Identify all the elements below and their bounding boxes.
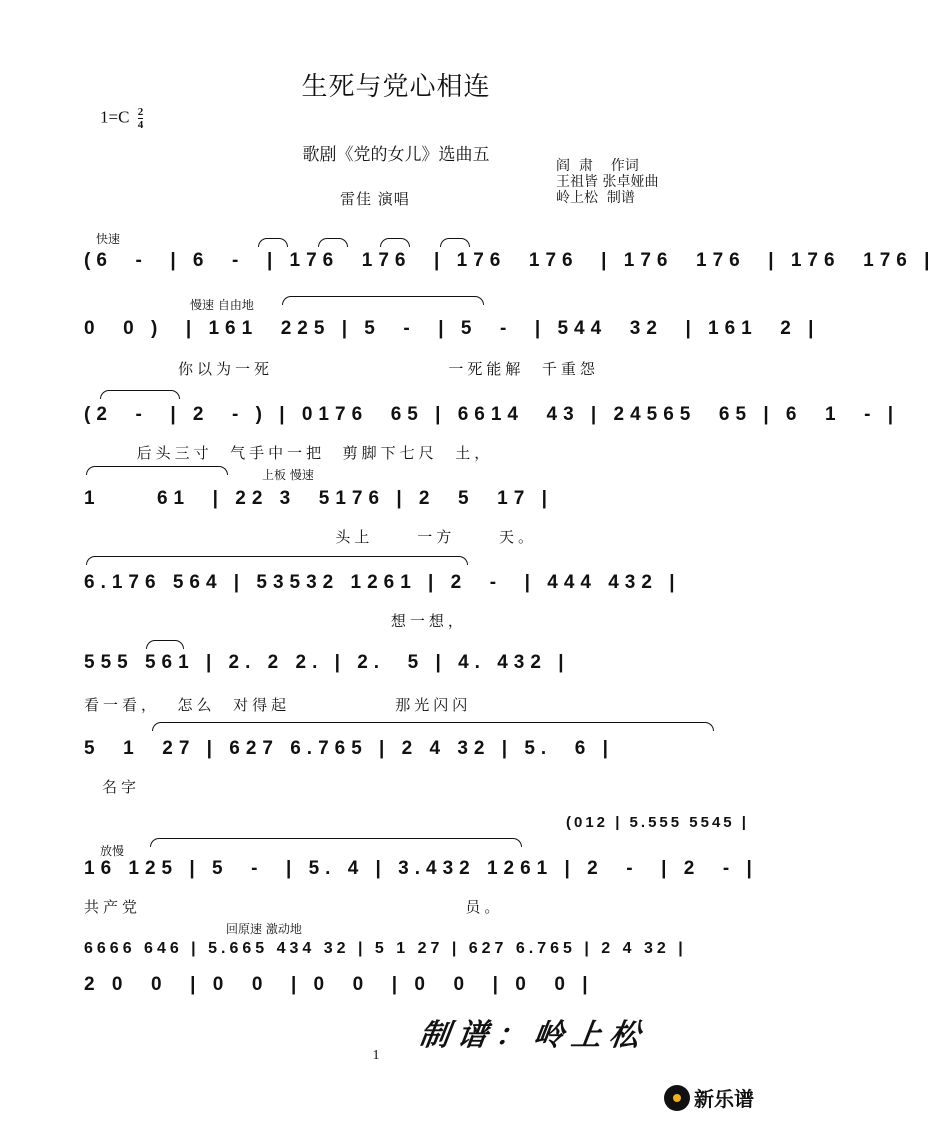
tie-slur [86,466,228,475]
lyric-row: 后头三寸 气手中一把 剪脚下七尺 土， [84,444,494,462]
time-denominator: 4 [137,119,144,131]
tempo-mark-fast: 快速 [96,232,121,246]
tie-slur [152,722,714,731]
notation-row: 0 0 ) | 161 225 | 5 - | 5 - | 544 32 | 161 2 | [84,318,820,339]
notation-row: 555 561 | 2. 2 2. | 2. 5 | 4. 432 | [84,652,570,673]
tie-slur [146,640,184,649]
tempo-mark-slowing: 放慢 [100,844,125,858]
lyric-row: 共产党 员。 [84,898,504,916]
credits [556,158,658,206]
lyric-row: 看一看， 怎么 对得起 那光闪闪 [84,696,472,714]
score-row-1 [84,250,935,272]
tie-slur [100,390,180,399]
song-title: 生死与党心相连 [301,72,491,102]
lyric-row: 想一想， [84,612,467,630]
credit-composer: 王祖皆 张卓娅曲 [556,174,659,190]
score-row-4 [84,488,716,547]
notation-row: (2 - | 2 - ) | 0176 65 | 6614 43 | 24565 65 | 6 1 - | [84,404,900,425]
subtitle: 歌剧《党的女儿》选曲五 [302,145,490,165]
score-row-11 [84,974,716,996]
notation-row: (6 - | 6 - | 176 176 | 176 176 | 176 176 | 176 176 | [84,250,935,271]
score-row-2 [84,318,820,379]
brand-logo [664,1083,754,1112]
notation-row: 1 61 | 22 3 5176 | 2 5 17 | [84,488,553,509]
triplet-slur [258,238,288,247]
triplet-slur [318,238,348,247]
tempo-mark-original: 回原速 激动地 [226,922,302,936]
tie-slur [282,296,484,305]
notation-row: 2 0 0 | 0 0 | 0 0 | 0 0 | 0 0 | [84,974,594,995]
record-disc-icon [664,1085,690,1111]
page-number: 1 [372,1048,380,1063]
score-row-10 [84,940,716,958]
notation-row: 6.176 564 | 53532 1261 | 2 - | 444 432 | [84,572,681,593]
score-row-5 [84,572,716,631]
triplet-slur [440,238,470,247]
notation-row: 16 125 | 5 - | 5. 4 | 3.432 1261 | 2 - | 2 - | [84,858,758,879]
score-row-6 [84,652,716,715]
tempo-mark-slow: 上板 慢速 [262,468,314,482]
transcriber-signature: 制谱：岭上松 [417,1018,650,1053]
lyric-row: 头上 一方 天。 [274,528,538,546]
score-row-7 [84,738,716,797]
tie-slur [86,556,468,565]
tie-slur [150,838,522,847]
time-signature [138,106,144,131]
lyric-row: 名字 [102,778,141,796]
brand-logo-text: 新乐谱 [694,1087,754,1111]
key-signature [100,106,143,131]
score-row-9 [84,858,758,917]
key-label: 1=C [100,107,130,127]
score-row-8 [566,814,749,831]
triplet-slur [380,238,410,247]
notation-row: 5 1 27 | 627 6.765 | 2 4 32 | 5. 6 | [84,738,614,759]
credit-transcriber: 岭上松 制谱 [556,190,635,206]
credit-lyricist: 阎 肃 作词 [556,158,639,174]
time-numerator: 2 [137,106,144,118]
tempo-mark-slow-free: 慢速 自由地 [190,298,254,312]
notation-row: (012 | 5.555 5545 | [566,814,749,831]
notation-row: 6666 646 | 5.665 434 32 | 5 1 27 | 627 6.765 | 2 4 32 | [84,940,687,957]
score-row-3 [84,404,900,463]
singer: 雷佳 演唱 [340,190,410,208]
lyric-row: 你以为一死 一死能解 千重怨 [178,360,599,378]
